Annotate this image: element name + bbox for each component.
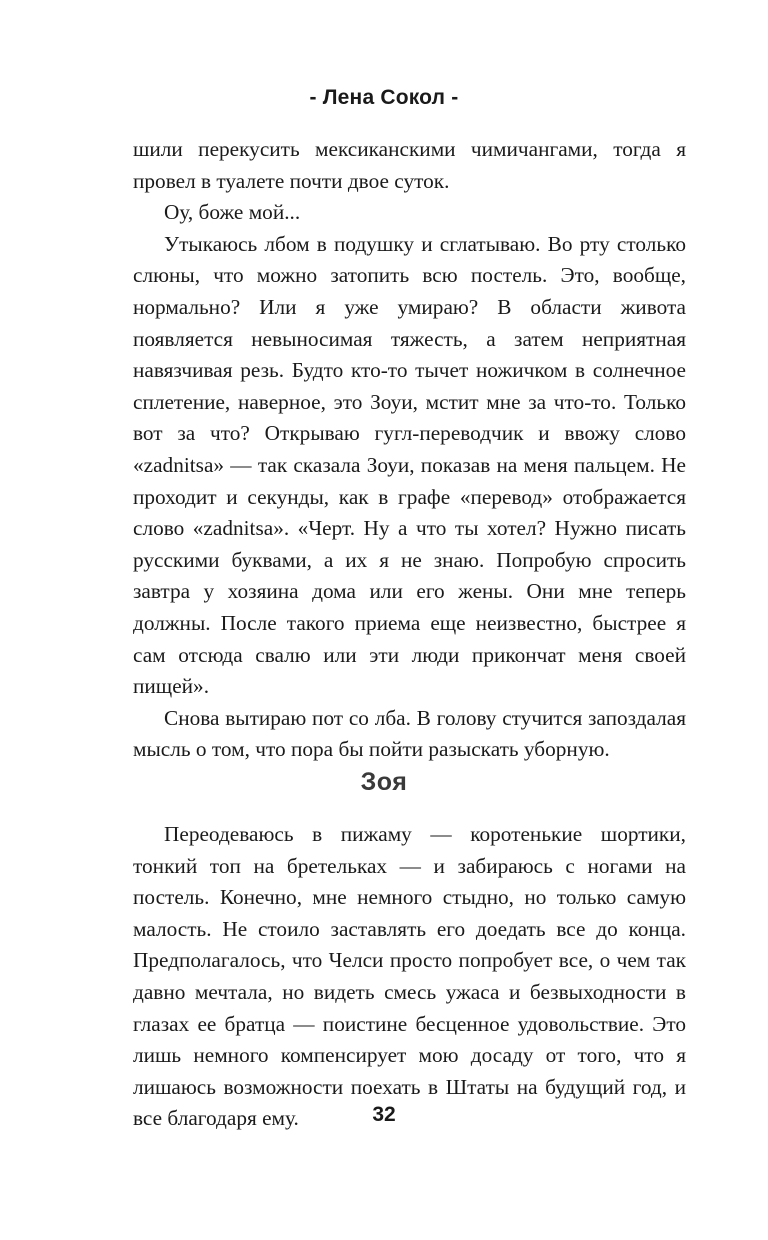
running-header: - Лена Сокол -	[309, 86, 459, 109]
paragraph: Переодеваюсь в пижаму — коротенькие шортики, тонкий топ на бретельках — и забираюсь с ногами на постель. Конечно, мне немного стыдно, но только самую малость. Не стоило заставлять его доедать все до конца. Предполагалось, что Челси просто попробует все, о чем так давно мечтала, но видеть смесь ужаса и безвыходности в глазах ее братца — поистине бесценное удовольствие. Это лишь немного компенсирует мою досаду от того, что я лишаюсь возможности поехать в Штаты на будущий год, и все благодаря ему.	[133, 822, 686, 1131]
paragraph: Оу, боже мой...	[164, 200, 301, 225]
text-block-previous-chapter	[133, 134, 686, 766]
text-block-chapter-body	[133, 819, 686, 1135]
chapter-heading: Зоя	[360, 768, 408, 796]
paragraph: Утыкаюсь лбом в подушку и сглатываю. Во рту столько слюны, что можно затопить всю постель. Это, вообще, нормально? Или я уже умираю? В области живота появляется невыносимая тяжесть, а затем неприятная навязчивая резь. Будто кто-то тычет ножичком в солнечное сплетение, наверное, это Зоуи, мстит мне за что-то. Только вот за что? Открываю гугл-переводчик и ввожу слово «zadnitsa» — так сказала Зоуи, показав на меня пальцем. Не проходит и секунды, как в графе «перевод» отображается слово «zadnitsa». «Черт. Ну а что ты хотел? Нужно писать русскими буквами, а их я не знаю. Попробую спросить завтра у хозяина дома или его жены. Они мне теперь должны. После такого приема еще неизвестно, быстрее я сам отсюда свалю или эти люди прикончат меня своей пищей».	[133, 231, 686, 699]
paragraph: Снова вытираю пот со лба. В голову стучится запоздалая мысль о том, что пора бы пойти разыскать уборную.	[133, 705, 686, 762]
paragraph-continuation: шили перекусить мексиканскими чимичангами, тогда я провел в туалете почти двое суток.	[133, 137, 686, 193]
page-number: 32	[372, 1103, 396, 1126]
